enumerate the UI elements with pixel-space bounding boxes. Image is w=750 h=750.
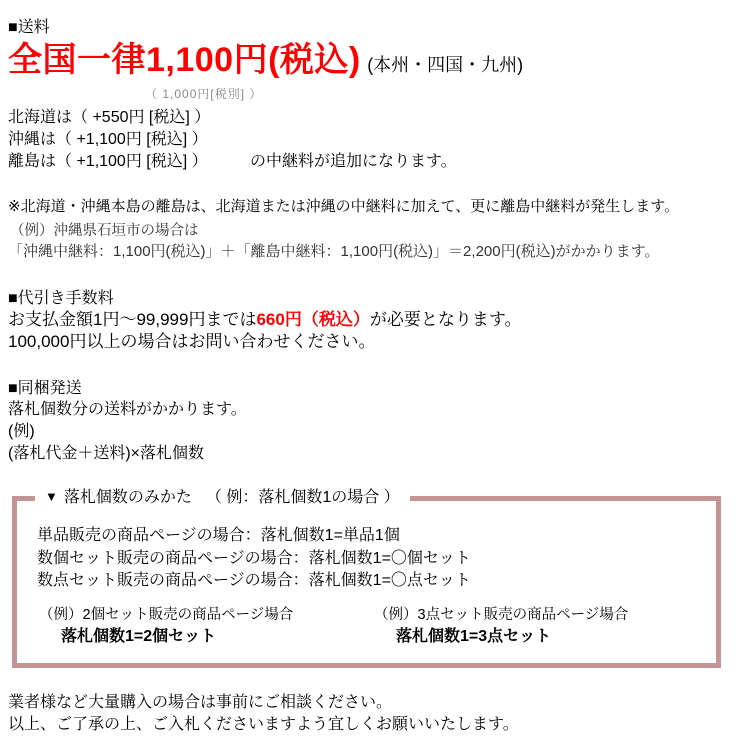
surcharge-remote-suffix: の中継料が追加になります。: [250, 153, 457, 170]
footer-note: [8, 692, 750, 736]
bundle-section-title: ■同梱発送: [8, 380, 82, 397]
shipping-section-title: ■送料: [8, 19, 50, 36]
bid-count-box-example-note: （ 例：落札個数1の場合 ）: [205, 489, 400, 506]
footer-closing-line: 以上、ご了承の上、ご入札くださいますよう宜しくお願いいたします。: [8, 715, 519, 733]
bundle-rule-line: 落札個数分の送料がかかります。: [8, 401, 247, 418]
shipping-headline: [8, 40, 750, 87]
cod-fee-line: [8, 309, 750, 331]
count-example-left-result: 落札個数1=2個セット: [61, 627, 217, 645]
ishigaki-example-detail: 「沖縄中継料：1,100円(税込)」＋「離島中継料：1,100円(税込)」＝2,200円(税込)がかかります。: [8, 243, 660, 260]
bid-count-box-legend: [35, 487, 410, 508]
count-rule-item-set: 数点セット販売の商品ページの場合：落札個数1=〇点セット: [37, 572, 471, 589]
bundle-example-label: (例): [8, 423, 35, 440]
shipping-price-pretax-note: （ 1,000円[税別] ）: [145, 87, 263, 101]
remote-island-note: ※北海道・沖縄本島の離島は、北海道または沖縄の中継料に加えて、更に離島中継料が発生します。: [8, 198, 680, 215]
count-example-right-result: 落札個数1=3点セット: [396, 627, 552, 645]
surcharge-remote-islands: [8, 151, 750, 173]
count-example-left-caption: （例）2個セット販売の商品ページ場合: [39, 606, 294, 623]
surcharge-remote-amount: 離島は（ +1,100円 [税込] ）: [8, 153, 208, 170]
shipping-region-note: (本州・四国・九州): [367, 55, 524, 75]
surcharge-okinawa: 沖縄は（ +1,100円 [税込] ）: [8, 131, 208, 148]
bid-count-box-title: 落札個数のみかた: [63, 489, 192, 506]
cod-fee-amount: 660円（税込）: [256, 310, 370, 329]
cod-section-title: ■代引き手数料: [8, 290, 114, 307]
footer-bulk-purchase-line: 業者様など大量購入の場合は事前にご相談ください。: [8, 693, 393, 711]
count-rule-piece-set: 数個セット販売の商品ページの場合：落札個数1=〇個セット: [37, 549, 471, 567]
count-example-left: [37, 605, 372, 649]
count-example-right: [372, 605, 628, 649]
ishigaki-example-intro: （例）沖縄県石垣市の場合は: [10, 223, 199, 239]
bid-count-explanation-box: [12, 489, 721, 668]
cod-over-limit-line: 100,000円以上の場合はお問い合わせください。: [8, 332, 376, 351]
regional-surcharge-list: [8, 107, 750, 173]
down-triangle-icon: ▼: [45, 489, 58, 504]
count-example-right-caption: （例）3点セット販売の商品ページ場合: [374, 606, 629, 623]
count-rule-single: 単品販売の商品ページの場合：落札個数1=単品1個: [37, 527, 400, 544]
shipping-price-nationwide: 全国一律1,100円(税込): [8, 41, 361, 79]
bundle-formula: (落札代金＋送料)×落札個数: [8, 445, 205, 462]
cod-fee-post: が必要となります。: [369, 310, 522, 329]
surcharge-hokkaido: 北海道は（ +550円 [税込] ）: [8, 109, 211, 126]
count-example-columns: [37, 605, 716, 649]
cod-fee-pre: お支払金額1円～99,999円までは: [8, 310, 257, 329]
